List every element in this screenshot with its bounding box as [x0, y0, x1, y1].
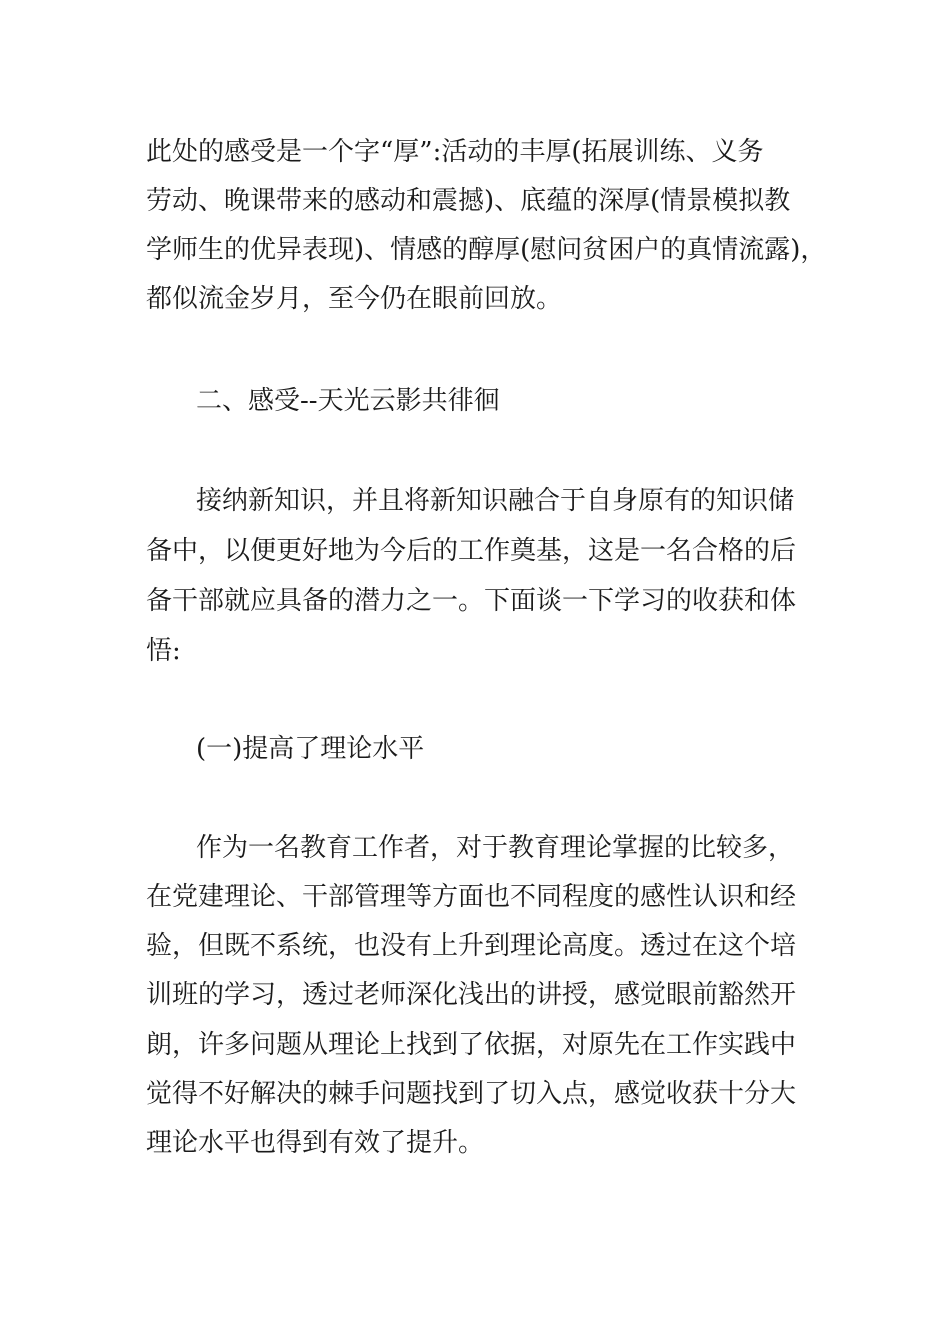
paragraph-2-line-1: 接纳新知识，并且将新知识融合于自身原有的知识储 — [196, 486, 795, 516]
paragraph-1-line-1: 此处的感受是一个字“厚”:活动的丰厚(拓展训练、义务 — [146, 137, 764, 167]
paragraph-2-line-3: 备干部就应具备的潜力之一。下面谈一下学习的收获和体 — [146, 586, 797, 616]
paragraph-1-line-4: 都似流金岁月，至今仍在眼前回放。 — [146, 284, 563, 314]
paragraph-1-line-3: 学师生的优异表现)、情感的醇厚(慰问贫困户的真情流露)， — [146, 235, 827, 265]
paragraph-3-line-4: 训班的学习，透过老师深化浅出的讲授，感觉眼前豁然开 — [146, 980, 797, 1010]
paragraph-1-line-2: 劳动、晚课带来的感动和震撼)、底蕴的深厚(情景模拟教 — [146, 186, 791, 216]
paragraph-3-line-1: 作为一名教育工作者，对于教育理论掌握的比较多， — [196, 833, 795, 863]
paragraph-3-line-5: 朗，许多问题从理论上找到了依据，对原先在工作实践中 — [146, 1030, 797, 1060]
paragraph-3-line-2: 在党建理论、干部管理等方面也不同程度的感性认识和经 — [146, 882, 797, 912]
paragraph-3-line-6: 觉得不好解决的棘手问题找到了切入点，感觉收获十分大 — [146, 1079, 797, 1109]
subheading-1: (一)提高了理论水平 — [196, 734, 425, 764]
paragraph-2-line-2: 备中，以便更好地为今后的工作奠基，这是一名合格的后 — [146, 536, 797, 566]
paragraph-3-line-3: 验，但既不系统，也没有上升到理论高度。透过在这个培 — [146, 931, 797, 961]
section-heading-2: 二、感受--天光云影共徘徊 — [196, 386, 500, 416]
paragraph-3-line-7: 理论水平也得到有效了提升。 — [146, 1128, 485, 1158]
paragraph-2-line-4: 悟: — [146, 636, 181, 666]
